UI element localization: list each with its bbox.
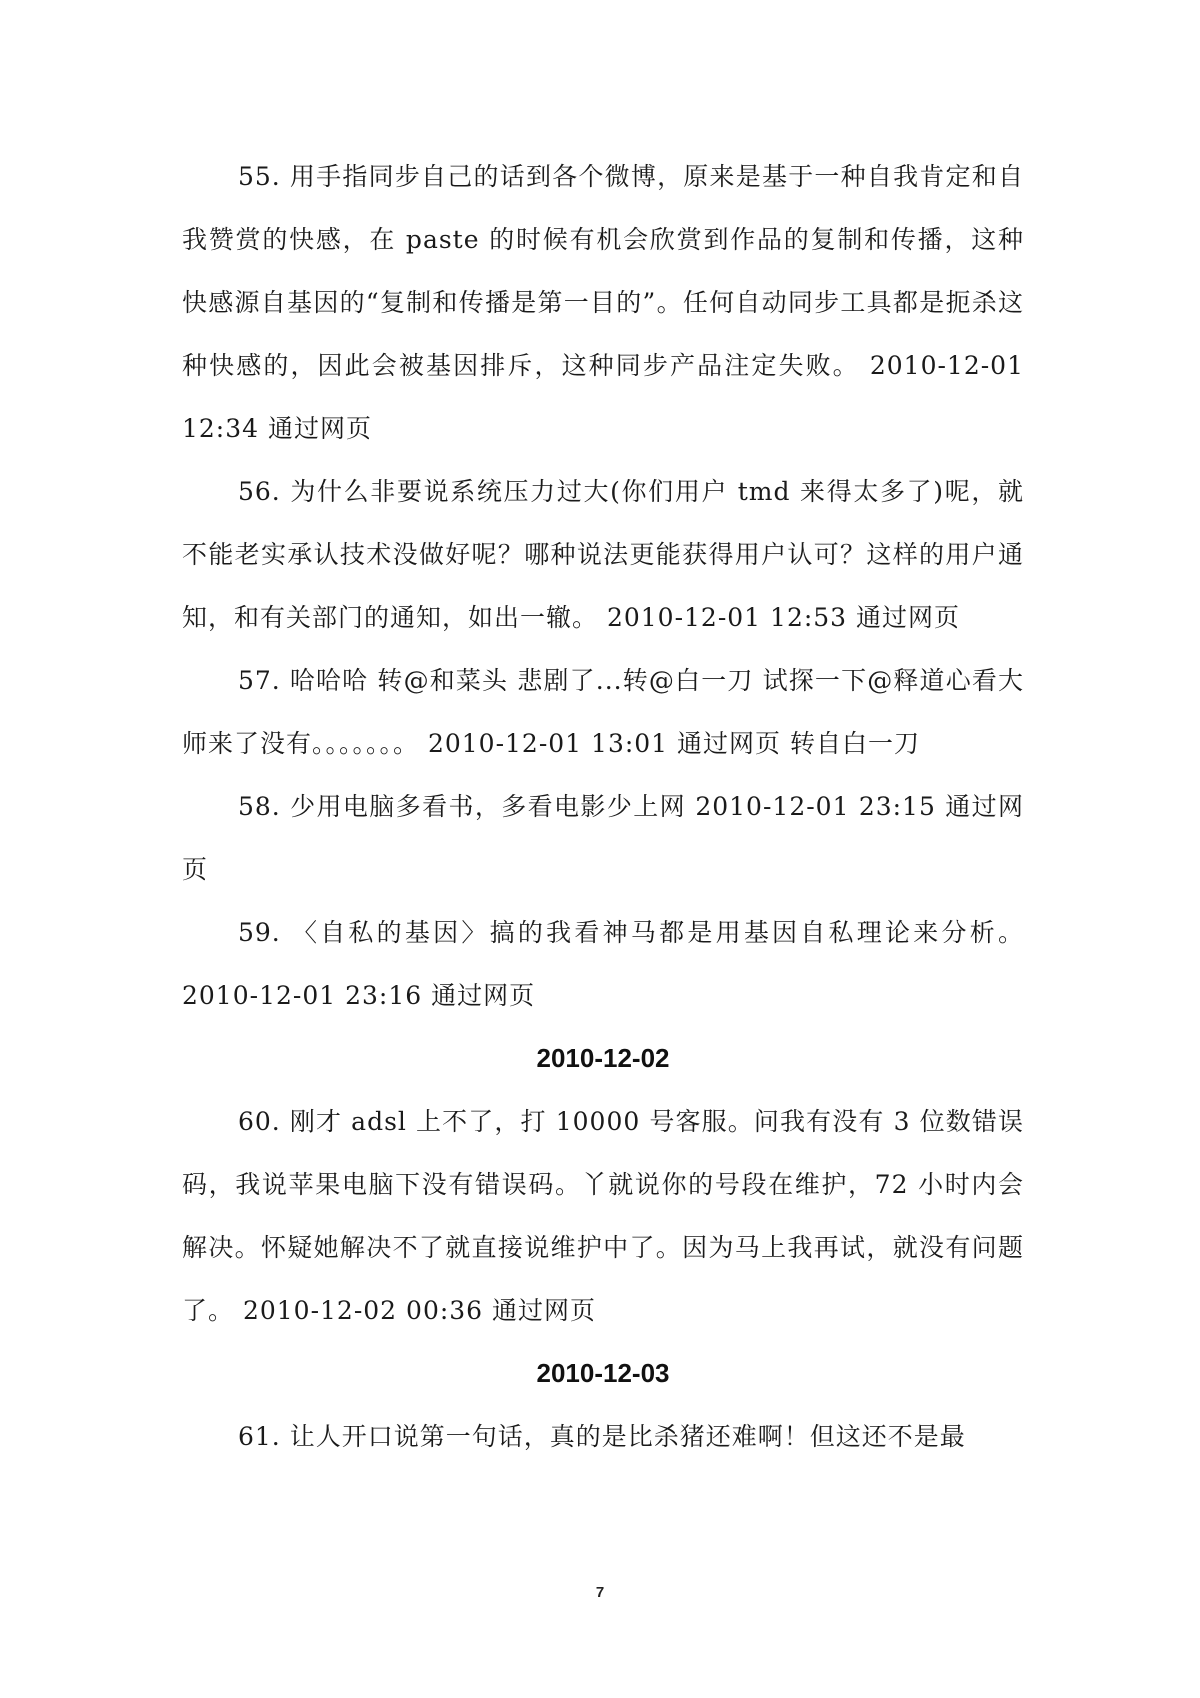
weibo-entry-56: 56. 为什么非要说系统压力过大(你们用户 tmd 来得太多了)呢，就不能老实承认技术没做好呢？哪种说法更能获得用户认可？这样的用户通知，和有关部门的通知，如出一辙。 2010-12-01 12:53 通过网页 bbox=[182, 477, 1024, 632]
weibo-entry-60: 60. 刚才 adsl 上不了，打 10000 号客服。问我有没有 3 位数错误码，我说苹果电脑下没有错误码。丫就说你的号段在维护，72 小时内会解决。怀疑她解决不了就直接说维护中了。因为马上我再试，就没有问题了。 2010-12-02 00:36 通过网页 bbox=[182, 1107, 1024, 1325]
weibo-entry-57: 57. 哈哈哈 转@和菜头 悲剧了...转@白一刀 试探一下@释道心看大师来了没有。。。。。。。 2010-12-01 13:01 通过网页 转自白一刀 bbox=[182, 666, 1024, 758]
weibo-entry-58: 58. 少用电脑多看书，多看电影少上网 2010-12-01 23:15 通过网页 bbox=[182, 792, 1024, 884]
page-number: 7 bbox=[595, 1584, 605, 1601]
date-heading-2010-12-03: 2010-12-03 bbox=[536, 1358, 670, 1388]
date-heading-2010-12-02: 2010-12-02 bbox=[536, 1043, 670, 1073]
weibo-entry-61: 61. 让人开口说第一句话，真的是比杀猪还难啊！但这还不是最 bbox=[238, 1422, 966, 1451]
weibo-entry-59: 59. 〈自私的基因〉搞的我看神马都是用基因自私理论来分析。 2010-12-01 23:16 通过网页 bbox=[182, 918, 1024, 1010]
page-content bbox=[182, 145, 1024, 1468]
weibo-entry-55: 55. 用手指同步自己的话到各个微博，原来是基于一种自我肯定和自我赞赏的快感，在 paste 的时候有机会欣赏到作品的复制和传播，这种快感源自基因的“复制和传播是第一目的”。任何自动同步工具都是扼杀这种快感的，因此会被基因排斥，这种同步产品注定失败。 2010-12-01 12:34 通过网页 bbox=[182, 162, 1024, 443]
